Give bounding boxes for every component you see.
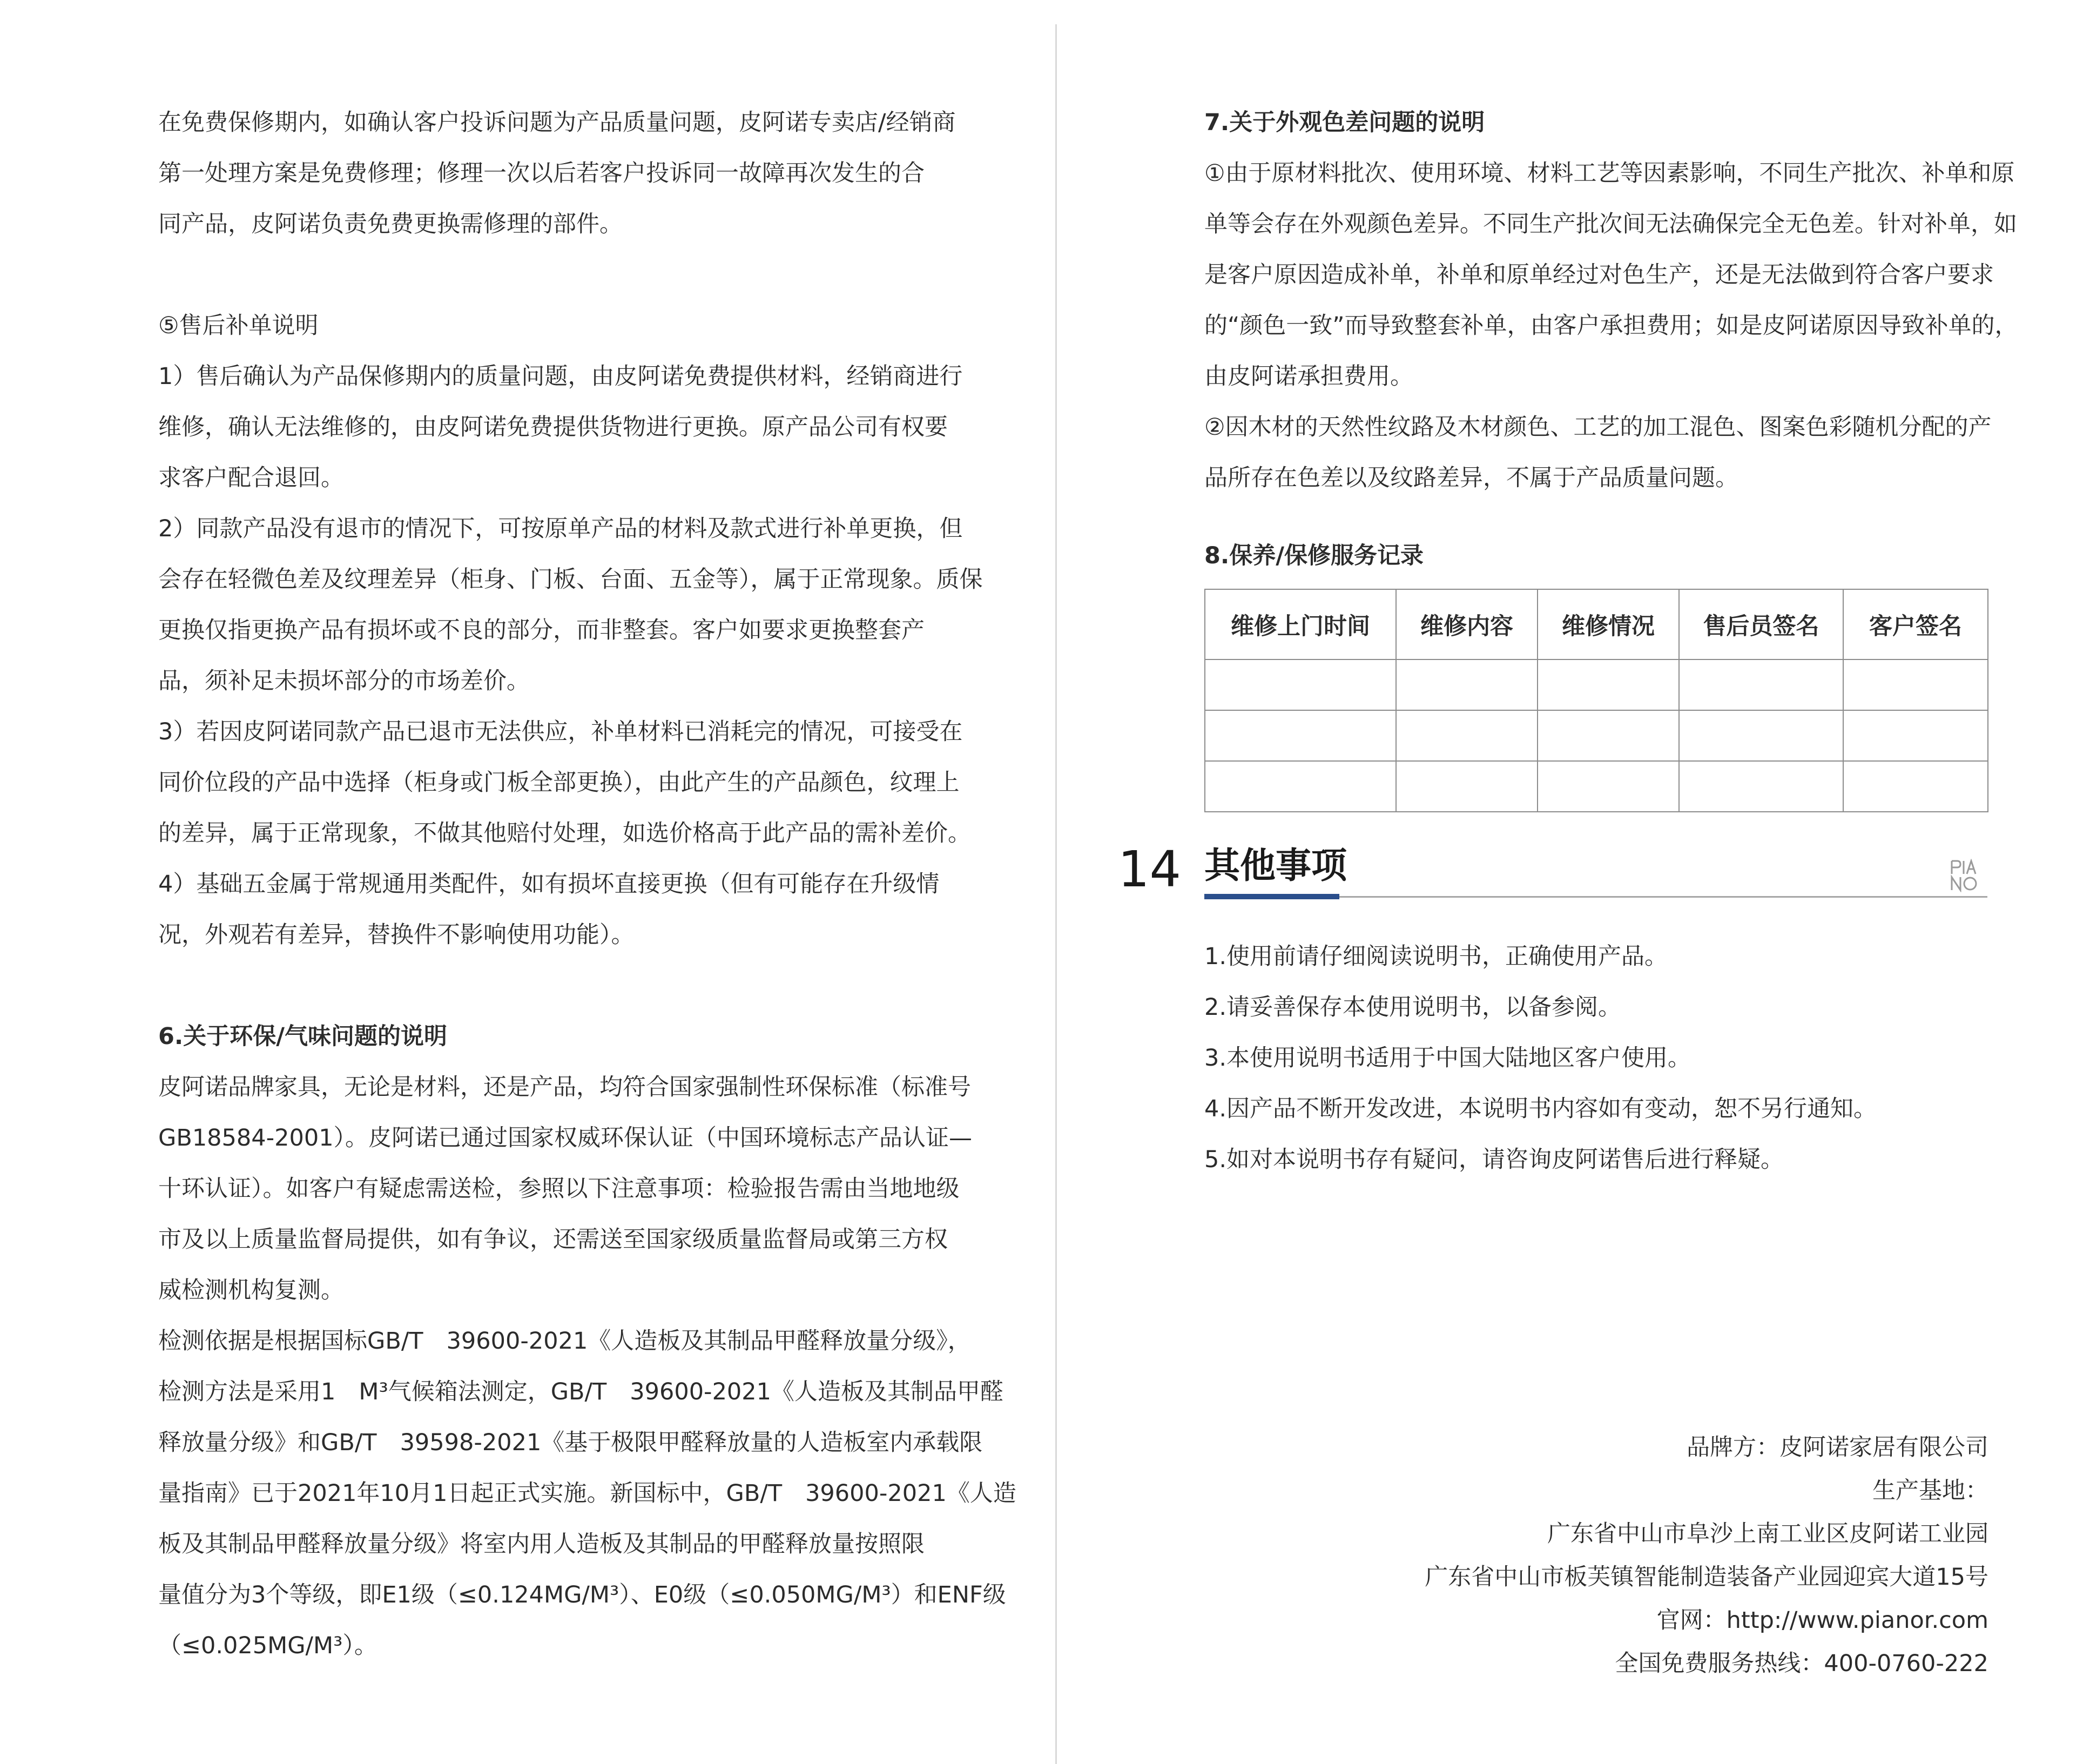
production-base-label: 生产基地： <box>1872 1477 1988 1504</box>
company-info <box>1425 1426 1988 1685</box>
section-6-title: 6.关于环保/气味问题的说明 <box>158 1023 447 1050</box>
address-line: 广东省中山市阜沙上南工业区皮阿诺工业园 <box>1547 1520 1988 1547</box>
table-cell <box>1205 659 1396 710</box>
after-sales-line: 同价位段的产品中选择（柜身或门板全部更换），由此产生的产品颜色，纹理上 <box>158 769 960 796</box>
section-8-title: 8.保养/保修服务记录 <box>1204 542 1424 569</box>
warranty-text-line: 第一处理方案是免费修理；修理一次以后若客户投诉同一故障再次发生的合 <box>158 160 925 187</box>
chapter-title: 其他事项 <box>1204 845 1347 886</box>
table-header-cell: 维修内容 <box>1396 589 1538 659</box>
after-sales-line: 况，外观若有差异，替换件不影响使用功能）。 <box>158 921 635 948</box>
chapter-accent-rule <box>1204 894 1339 899</box>
list-item: 3.本使用说明书适用于中国大陆地区客户使用。 <box>1204 1045 1691 1072</box>
table-cell <box>1538 710 1679 761</box>
section-6-line: 威检测机构复测。 <box>158 1277 344 1304</box>
table-cell <box>1396 659 1538 710</box>
list-item: 4.因产品不断开发改进，本说明书内容如有变动，恕不另行通知。 <box>1204 1095 1877 1122</box>
page-divider <box>1055 24 1057 1764</box>
table-header-row <box>1205 589 1988 659</box>
section-7-line: 的“颜色一致”而导致整套补单，由客户承担费用；如是皮阿诺原因导致补单的， <box>1204 312 2018 339</box>
table-cell <box>1843 710 1988 761</box>
section-6-line: 释放量分级》和GB/T 39598-2021《基于极限甲醛释放量的人造板室内承载限 <box>158 1429 983 1456</box>
right-column <box>1204 97 2018 581</box>
section-7-line: 由皮阿诺承担费用。 <box>1204 363 1413 390</box>
address-line: 广东省中山市板芙镇智能制造装备产业园迎宾大道15号 <box>1425 1564 1988 1591</box>
table-cell <box>1205 710 1396 761</box>
table-row <box>1205 659 1988 710</box>
after-sales-line: 品，须补足未损坏部分的市场差价。 <box>158 668 530 695</box>
table-cell <box>1843 761 1988 812</box>
after-sales-line: 的差异，属于正常现象，不做其他赔付处理，如选价格高于此产品的需补差价。 <box>158 820 971 847</box>
warranty-text-line: 在免费保修期内，如确认客户投诉问题为产品质量问题，皮阿诺专卖店/经销商 <box>158 109 956 136</box>
section-6-line: 检测方法是采用1 M³气候箱法测定，GB/T 39600-2021《人造板及其制品甲醛 <box>158 1378 1004 1405</box>
section-6-line: 市及以上质量监督局提供，如有争议，还需送至国家级质量监督局或第三方权 <box>158 1226 948 1253</box>
table-cell <box>1679 761 1843 812</box>
other-items-list <box>1204 931 1987 1185</box>
table-cell <box>1396 761 1538 812</box>
section-6-line: 板及其制品甲醛释放量分级》将室内用人造板及其制品的甲醛释放量按照限 <box>158 1531 925 1558</box>
chapter-rule <box>1339 896 1987 898</box>
table-header-cell: 售后员签名 <box>1679 589 1843 659</box>
section-7-line: ①由于原材料批次、使用环境、材料工艺等因素影响，不同生产批次、补单和原 <box>1204 160 2015 187</box>
section-7-line: 单等会存在外观颜色差异。不同生产批次间无法确保完全无色差。针对补单，如 <box>1204 211 2017 238</box>
section-6-line: 皮阿诺品牌家具，无论是材料，还是产品，均符合国家强制性环保标准（标准号 <box>158 1074 971 1101</box>
list-item: 5.如对本说明书存有疑问，请咨询皮阿诺售后进行释疑。 <box>1204 1146 1784 1173</box>
table-cell <box>1538 659 1679 710</box>
table-cell <box>1205 761 1396 812</box>
after-sales-line: 维修，确认无法维修的，由皮阿诺免费提供货物进行更换。原产品公司有权要 <box>158 414 948 441</box>
service-record-table <box>1204 589 1988 812</box>
table-row <box>1205 761 1988 812</box>
section-6-line: 检测依据是根据国标GB/T 39600-2021《人造板及其制品甲醛释放量分级》， <box>158 1328 971 1355</box>
after-sales-line: 2）同款产品没有退市的情况下，可按原单产品的材料及款式进行补单更换，但 <box>158 515 963 542</box>
chapter-number: 14 <box>1118 840 1182 898</box>
table-header-cell: 客户签名 <box>1843 589 1988 659</box>
brand-owner: 品牌方：皮阿诺家居有限公司 <box>1687 1434 1988 1461</box>
section-6-line: 十环认证）。如客户有疑虑需送检，参照以下注意事项：检验报告需由当地地级 <box>158 1175 960 1202</box>
table-cell <box>1679 710 1843 761</box>
after-sales-title: ⑤售后补单说明 <box>158 312 319 339</box>
table-cell <box>1396 710 1538 761</box>
section-6-line: 量指南》已于2021年10月1日起正式实施。新国标中，GB/T 39600-2021《人造 <box>158 1480 1016 1507</box>
section-7-title: 7.关于外观色差问题的说明 <box>1204 109 1485 136</box>
left-column <box>158 97 1016 1671</box>
list-item: 2.请妥善保存本使用说明书，以备参阅。 <box>1204 994 1622 1021</box>
after-sales-line: 4）基础五金属于常规通用类配件，如有损坏直接更换（但有可能存在升级情 <box>158 871 940 898</box>
website: 官网：http://www.pianor.com <box>1656 1607 1988 1634</box>
hotline: 全国免费服务热线：400-0760-222 <box>1615 1650 1988 1677</box>
after-sales-line: 会存在轻微色差及纹理差异（柜身、门板、台面、五金等），属于正常现象。质保 <box>158 566 983 593</box>
table-row <box>1205 710 1988 761</box>
table-header-cell: 维修情况 <box>1538 589 1679 659</box>
section-6-line: GB18584-2001）。皮阿诺已通过国家权威环保认证（中国环境标志产品认证— <box>158 1125 973 1152</box>
after-sales-line: 求客户配合退回。 <box>158 464 344 492</box>
section-6-line: 量值分为3个等级，即E1级（≤0.124MG/M³）、E0级（≤0.050MG/M³）和ENF级 <box>158 1581 1006 1608</box>
list-item: 1.使用前请仔细阅读说明书，正确使用产品。 <box>1204 943 1668 970</box>
table-cell <box>1843 659 1988 710</box>
table-header-cell: 维修上门时间 <box>1205 589 1396 659</box>
section-6-line: （≤0.025MG/M³）。 <box>158 1632 377 1659</box>
warranty-text-line: 同产品，皮阿诺负责免费更换需修理的部件。 <box>158 211 623 238</box>
after-sales-line: 更换仅指更换产品有损坏或不良的部分，而非整套。客户如要求更换整套产 <box>158 617 925 644</box>
section-7-line: 是客户原因造成补单，补单和原单经过对色生产，还是无法做到符合客户要求 <box>1204 261 1994 288</box>
section-7-line: ②因木材的天然性纹路及木材颜色、工艺的加工混色、图案色彩随机分配的产 <box>1204 414 1992 441</box>
after-sales-line: 1）售后确认为产品保修期内的质量问题，由皮阿诺免费提供材料，经销商进行 <box>158 363 963 390</box>
table-cell <box>1538 761 1679 812</box>
brand-logo-icon <box>1950 859 1981 892</box>
section-7-line: 品所存在色差以及纹路差异，不属于产品质量问题。 <box>1204 464 1738 492</box>
table-cell <box>1679 659 1843 710</box>
after-sales-line: 3）若因皮阿诺同款产品已退市无法供应，补单材料已消耗完的情况，可接受在 <box>158 718 963 745</box>
